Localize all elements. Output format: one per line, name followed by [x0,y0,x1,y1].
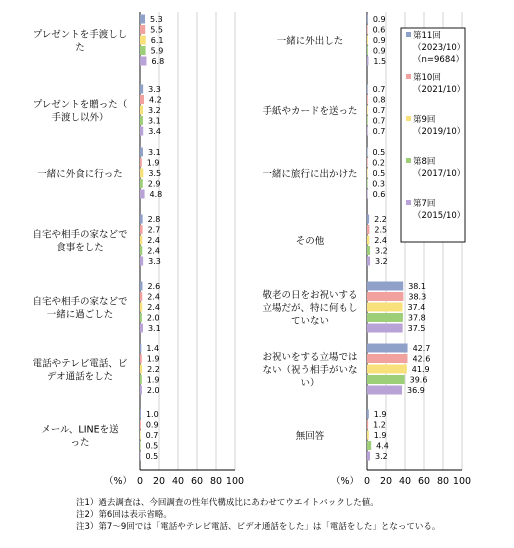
data-label: 2.8 [147,215,161,224]
data-label: 3.1 [147,148,161,157]
data-label: 2.7 [147,225,161,235]
data-label: 1.5 [373,57,387,66]
legend-label: （2017/10） [413,169,466,179]
category-label: プレゼントを贈った（ [32,99,128,111]
data-label: 37.5 [407,324,426,333]
legend-label: 第10回 [413,73,441,83]
category-label: デオ通話をした [46,371,114,383]
bar [367,158,368,167]
bar [140,57,146,66]
x-tick-label: 20 [379,476,393,487]
data-label: 36.9 [407,386,425,395]
data-label: 2.0 [146,313,160,323]
bar [367,169,368,178]
data-label: 1.2 [373,420,386,430]
x-tick-label: 80 [436,476,450,487]
data-label: 6.1 [150,36,164,45]
bar [367,313,403,322]
data-label: 0.5 [145,452,159,461]
x-tick-label: 60 [190,476,204,487]
bar [140,190,145,199]
data-label: 2.4 [147,303,161,312]
data-label: 2.4 [147,246,161,256]
category-label: 食事をした [56,242,104,254]
data-label: 2.4 [147,292,161,302]
footnote-2: 注2）第6回は表示省略。 [76,510,172,520]
category-label: 手渡し以外） [51,112,109,124]
legend-label: 第7回 [413,199,436,209]
bar [367,57,368,66]
bar [367,95,368,104]
unit-label: （%） [330,476,359,487]
bar [140,36,146,45]
bar [367,420,368,429]
bar [367,106,368,115]
data-label: 0.3 [372,179,386,189]
data-label: 3.2 [148,106,161,115]
bar [140,365,142,374]
data-label: 42.7 [412,344,431,353]
category-label: ていない [290,315,330,327]
legend-label: （n=9684） [413,55,465,65]
bar [367,127,368,136]
data-label: 2.0 [146,386,160,395]
category-label: ない（祝う相手がいな [262,364,358,376]
legend-label: （2019/10） [413,127,466,137]
data-label: 0.9 [372,36,386,45]
x-tick-label: 60 [417,476,431,487]
data-label: 3.2 [375,246,388,256]
bar [140,441,141,450]
legend-label: 第11回 [413,31,441,41]
data-label: 1.9 [146,375,160,385]
bar [367,431,369,440]
bar [367,365,407,374]
bar [367,225,369,234]
bar [367,25,368,34]
bar [367,282,403,291]
bar [367,190,368,199]
bar [140,375,142,384]
x-tick-label: 40 [171,476,185,487]
panel-1 [32,12,244,487]
data-label: 41.9 [411,365,430,374]
category-label: た [75,42,85,54]
bar [140,148,143,157]
data-label: 37.8 [407,313,426,323]
data-label: 2.9 [147,179,161,189]
data-label: 4.8 [149,190,163,199]
data-label: 0.6 [372,25,386,35]
data-label: 0.5 [372,148,386,157]
category-label: お祝いをする立場では [262,351,358,363]
data-label: 3.4 [148,127,161,136]
data-label: 3.1 [147,116,161,126]
bar [140,25,145,34]
data-label: 3.1 [147,324,161,333]
data-label: 2.2 [374,215,387,224]
unit-label: （%） [103,476,132,487]
x-tick-label: 0 [363,476,371,487]
bar [140,282,142,291]
x-tick-label: 0 [136,476,144,487]
data-label: 3.3 [148,85,161,94]
footnote-3: 注3）第7～9回では「電話やテレビ電話、ビデオ通話をした」は「電話をした」となっている。 [76,522,441,532]
data-label: 1.9 [373,410,387,419]
bar [367,410,369,419]
category-label: 無回答 [295,430,325,442]
bar [140,46,146,55]
data-label: 3.2 [375,257,388,266]
bar [140,215,143,224]
category-label: 一緒に外食に行った [37,168,123,180]
data-label: 4.2 [148,95,162,105]
legend-swatch [406,200,411,205]
data-label: 0.9 [372,46,386,56]
bar [367,236,369,245]
category-label: った [70,437,90,449]
data-label: 42.6 [412,354,431,364]
bar [367,116,368,125]
bar [140,95,144,104]
data-label: 0.5 [145,441,159,451]
bar [140,420,141,429]
data-label: 39.6 [409,375,428,385]
data-label: 6.8 [151,57,165,66]
bar [140,452,141,461]
bar [367,36,368,45]
bar [140,225,143,234]
data-label: 1.4 [146,344,160,353]
bar [140,410,141,419]
category-label: 自宅や相手の家などで [32,229,128,241]
data-label: 2.5 [374,225,388,235]
category-label: プレゼントを手渡しし [32,29,128,41]
bar [140,169,143,178]
data-label: 2.6 [147,282,161,291]
data-label: 0.9 [372,15,386,24]
data-label: 0.6 [372,190,386,199]
footnotes [76,497,440,533]
bar [367,148,368,157]
data-label: 0.2 [372,158,385,168]
bar [140,344,141,353]
legend-label: 第8回 [413,157,436,167]
data-label: 37.4 [407,303,426,312]
bar [367,375,405,384]
bar [140,303,142,312]
category-label: 自宅や相手の家などで [32,296,128,308]
legend-label: 第9回 [413,115,436,125]
bar [140,354,142,363]
data-label: 0.7 [372,127,386,136]
bar [140,431,141,440]
data-label: 0.9 [145,420,159,430]
bar [367,354,407,363]
data-label: 5.9 [150,46,164,56]
data-label: 2.4 [374,236,388,245]
data-label: 1.9 [373,431,387,440]
data-label: 5.3 [150,15,163,24]
bar [140,246,142,255]
bar [140,292,142,301]
data-label: 3.5 [148,169,162,178]
data-label: 5.5 [150,25,163,35]
data-label: 0.7 [145,431,159,440]
category-label: 一緒に外出した [276,35,344,47]
data-label: 0.7 [372,85,386,94]
bar [140,158,142,167]
bar [367,292,403,301]
bar [367,215,369,224]
data-label: 2.2 [147,365,160,374]
legend-label: （2021/10） [413,85,466,95]
bar [367,452,370,461]
bar [140,106,143,115]
category-label: 一緒に過ごした [46,309,114,321]
bar [140,236,142,245]
category-label: 電話やテレビ電話、ビ [32,358,128,370]
data-label: 2.4 [147,236,161,245]
legend-swatch [406,116,411,121]
bar [140,116,143,125]
legend-label: （2015/10） [413,211,466,221]
category-label: メール、LINEを送 [41,424,119,436]
data-label: 0.8 [372,95,386,105]
x-tick-label: 100 [225,476,245,487]
bar [367,386,402,395]
bar [140,324,143,333]
x-tick-label: 80 [209,476,223,487]
category-label: い） [300,377,320,389]
data-label: 4.4 [376,441,389,451]
x-tick-label: 100 [452,476,472,487]
bar [367,344,408,353]
category-label: 手紙やカードを送った [262,105,358,117]
bar [140,179,143,188]
bar [367,257,370,266]
footnote-1: 注1）過去調査は、今回調査の性年代構成比にあわせてウエイトバックした値。 [76,498,379,508]
bar [367,179,368,188]
data-label: 3.2 [375,452,388,461]
legend [401,28,465,242]
x-tick-label: 20 [152,476,166,487]
data-label: 0.7 [372,106,386,115]
data-label: 38.3 [408,292,427,302]
bar [140,85,143,94]
bar [367,85,368,94]
category-label: その他 [295,235,325,247]
data-label: 0.5 [372,169,386,178]
data-label: 1.9 [146,354,160,364]
data-label: 0.7 [372,116,386,126]
bar [140,257,143,266]
data-label: 1.0 [145,410,159,419]
bar [140,313,142,322]
bar [367,246,370,255]
data-label: 1.9 [146,158,160,168]
category-label: 一緒に旅行に出かけた [262,168,358,180]
legend-swatch [406,74,411,79]
bar [367,303,403,312]
category-label: 立場だが、特に何もし [262,302,358,314]
category-label: 敬老の日をお祝いする [262,289,358,301]
x-tick-label: 40 [398,476,412,487]
bar [367,441,371,450]
bar [140,15,145,24]
bar [367,15,368,24]
legend-swatch [406,158,411,163]
bar [140,127,143,136]
data-label: 3.3 [148,257,161,266]
legend-swatch [406,32,411,37]
data-label: 38.1 [408,282,427,291]
bar [367,324,403,333]
bar [140,386,142,395]
bar [367,46,368,55]
legend-label: （2023/10） [413,43,466,53]
